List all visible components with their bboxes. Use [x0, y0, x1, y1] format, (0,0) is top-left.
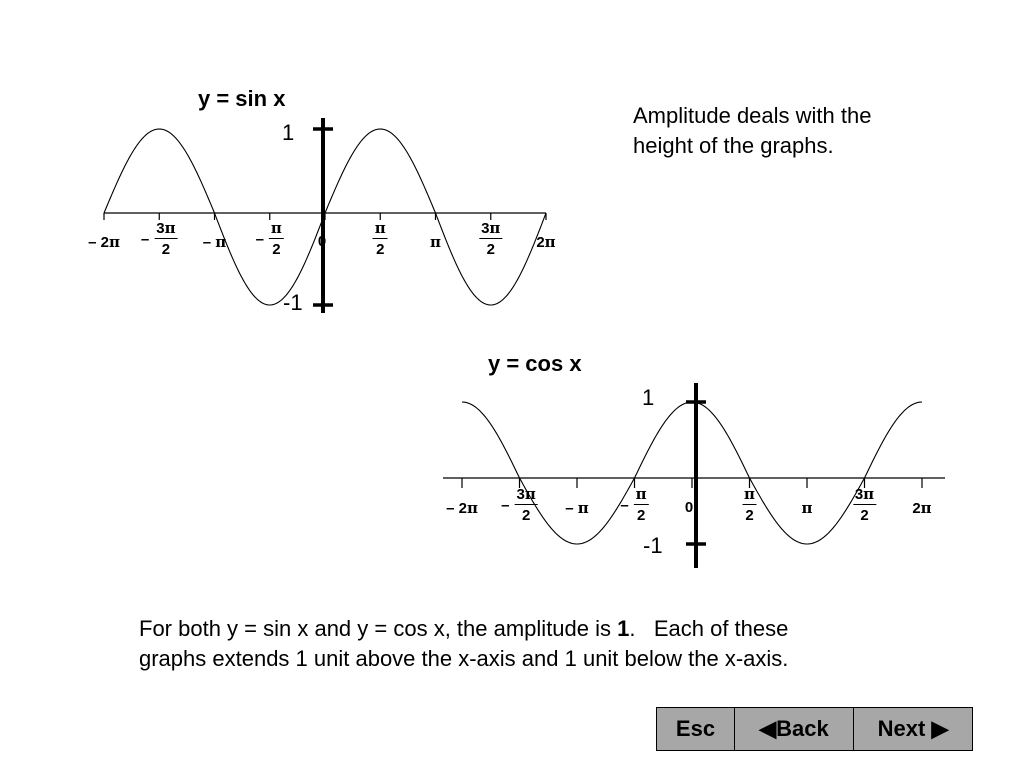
sine-chart-title: y = sin x [198, 86, 286, 111]
cosine-xtick-label: $\frac{3\pi}{2}$ [854, 485, 875, 524]
sine-xtick-label: – 2π [88, 233, 120, 251]
sine-xtick-label: π [430, 233, 441, 251]
summary-line1 [139, 614, 788, 644]
summary-amplitude-value: 1 [617, 616, 630, 641]
sine-ytick-min: -1 [283, 290, 303, 315]
cosine-xtick-label: 2π [912, 499, 932, 517]
esc-button[interactable]: Esc [657, 708, 735, 750]
next-button[interactable]: Next ▶ [854, 708, 972, 750]
cosine-xtick-label: 0 [684, 499, 694, 516]
cosine-chart-title: y = cos x [488, 351, 582, 376]
summary-pre: For both y = sin x and y = cos x, the amplitude is [139, 616, 618, 641]
sine-xtick-label: – $\frac{3\pi}{2}$ [140, 219, 176, 258]
amplitude-note-line2: height of the graphs. [633, 133, 834, 158]
cosine-ytick-min: -1 [643, 533, 663, 558]
sine-xtick-label: 0 [317, 233, 327, 250]
amplitude-note [633, 101, 871, 161]
back-button[interactable]: ◀Back [735, 708, 854, 750]
amplitude-note-line1: Amplitude deals with the [633, 103, 872, 128]
cosine-chart [443, 383, 945, 568]
cosine-xtick-label: – π [565, 499, 589, 517]
cosine-xtick-label: – $\frac{3\pi}{2}$ [501, 485, 536, 524]
summary-post: . Each of these [629, 616, 789, 641]
navigation-bar [656, 707, 973, 751]
sine-xtick-label: – π [202, 233, 227, 251]
cosine-xtick-label: $\frac{\pi}{2}$ [744, 485, 755, 524]
summary-line2: graphs extends 1 unit above the x-axis and 1 unit below the x-axis. [139, 646, 789, 671]
cosine-ytick-max: 1 [642, 385, 655, 410]
sine-xtick-label: – $\frac{\pi}{2}$ [255, 219, 282, 258]
sine-xtick-label: $\frac{\pi}{2}$ [374, 219, 386, 258]
sine-chart [104, 118, 546, 313]
sine-xtick-label: 2π [536, 233, 556, 251]
sine-xtick-label: $\frac{3\pi}{2}$ [481, 219, 501, 258]
cosine-xtick-label: π [801, 499, 813, 517]
cosine-xtick-label: – 2π [446, 499, 478, 517]
summary-text [139, 614, 788, 674]
sine-ytick-max: 1 [282, 120, 295, 145]
cosine-xtick-label: – $\frac{\pi}{2}$ [620, 485, 647, 524]
